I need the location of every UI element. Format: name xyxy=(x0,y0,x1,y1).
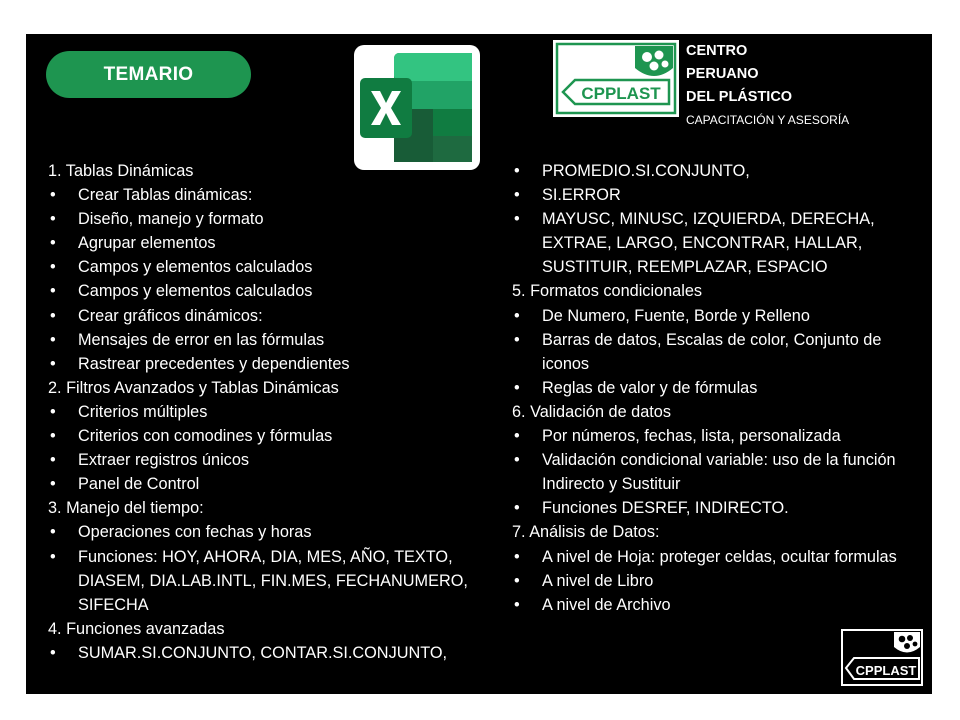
temario-badge: TEMARIO xyxy=(46,51,251,98)
org-tagline: CAPACITACIÓN Y ASESORÍA xyxy=(686,113,850,127)
list-item: • Campos y elementos calculados xyxy=(50,282,313,301)
list-item: • Operaciones con fechas y horas xyxy=(50,523,312,542)
list-item: • Crear Tablas dinámicas: xyxy=(50,186,253,205)
syllabus-right-column xyxy=(512,159,920,617)
list-item: • Funciones: HOY, AHORA, DIA, MES, AÑO, TEXTO, DIASEM, DIA.LAB.INTL, FIN.MES, FECHANUMERO, SIFECHA xyxy=(50,547,468,614)
list-item: • Panel de Control xyxy=(50,475,200,494)
section-heading: 1. Tablas Dinámicas xyxy=(48,162,194,180)
syllabus-left-column xyxy=(48,159,478,665)
list-item: • Rastrear precedentes y dependientes xyxy=(50,354,350,373)
list-item: • Reglas de valor y de fórmulas xyxy=(514,378,758,397)
section-heading: 2. Filtros Avanzados y Tablas Dinámicas xyxy=(48,378,339,397)
section-heading: 6. Validación de datos xyxy=(512,402,672,421)
org-line-3: DEL PLÁSTICO xyxy=(686,89,793,105)
list-item: • Criterios con comodines y fórmulas xyxy=(50,427,333,446)
svg-text:CPPLAST: CPPLAST xyxy=(855,663,917,678)
list-item: • Crear gráficos dinámicos: xyxy=(50,306,263,325)
list-item: • A nivel de Hoja: proteger celdas, ocultar formulas xyxy=(514,547,897,566)
svg-text:CPPLAST: CPPLAST xyxy=(581,84,661,103)
list-item: • Funciones DESREF, INDIRECTO. xyxy=(514,499,789,518)
list-item: • Barras de datos, Escalas de color, Conjunto de iconos xyxy=(514,330,882,373)
section-heading: 5. Formatos condicionales xyxy=(512,282,703,301)
list-item: • Mensajes de error en las fórmulas xyxy=(50,330,325,349)
list-item: • A nivel de Archivo xyxy=(514,595,671,614)
list-item: • SI.ERROR xyxy=(514,186,621,205)
list-item: • Validación condicional variable: uso de la función Indirecto y Sustituir xyxy=(514,451,896,494)
section-heading: 7. Análisis de Datos: xyxy=(512,523,660,542)
org-line-2: PERUANO xyxy=(686,66,759,82)
org-line-1: CENTRO xyxy=(686,43,748,59)
list-item: • SUMAR.SI.CONJUNTO, CONTAR.SI.CONJUNTO, xyxy=(50,643,448,662)
list-item: • Campos y elementos calculados xyxy=(50,258,313,277)
list-item: • De Numero, Fuente, Borde y Relleno xyxy=(514,306,810,325)
section-heading: 3. Manejo del tiempo: xyxy=(48,499,204,518)
cpplast-logo xyxy=(553,40,679,117)
list-item: • MAYUSC, MINUSC, IZQUIERDA, DERECHA, EXTRAE, LARGO, ENCONTRAR, HALLAR, SUSTITUIR, REEMPLAZAR, ESPACIO xyxy=(514,210,875,277)
list-item: • Agrupar elementos xyxy=(50,234,216,253)
list-item: • A nivel de Libro xyxy=(514,571,654,590)
list-item: • Diseño, manejo y formato xyxy=(50,210,264,229)
section-heading: 4. Funciones avanzadas xyxy=(48,619,225,638)
organization-name xyxy=(686,40,849,130)
list-item: • Extraer registros únicos xyxy=(50,451,250,470)
list-item: • PROMEDIO.SI.CONJUNTO, xyxy=(514,162,750,180)
list-item: • Criterios múltiples xyxy=(50,402,208,421)
list-item: • Por números, fechas, lista, personalizada xyxy=(514,427,841,446)
excel-icon xyxy=(354,45,480,170)
cpplast-logo-small xyxy=(840,628,924,687)
